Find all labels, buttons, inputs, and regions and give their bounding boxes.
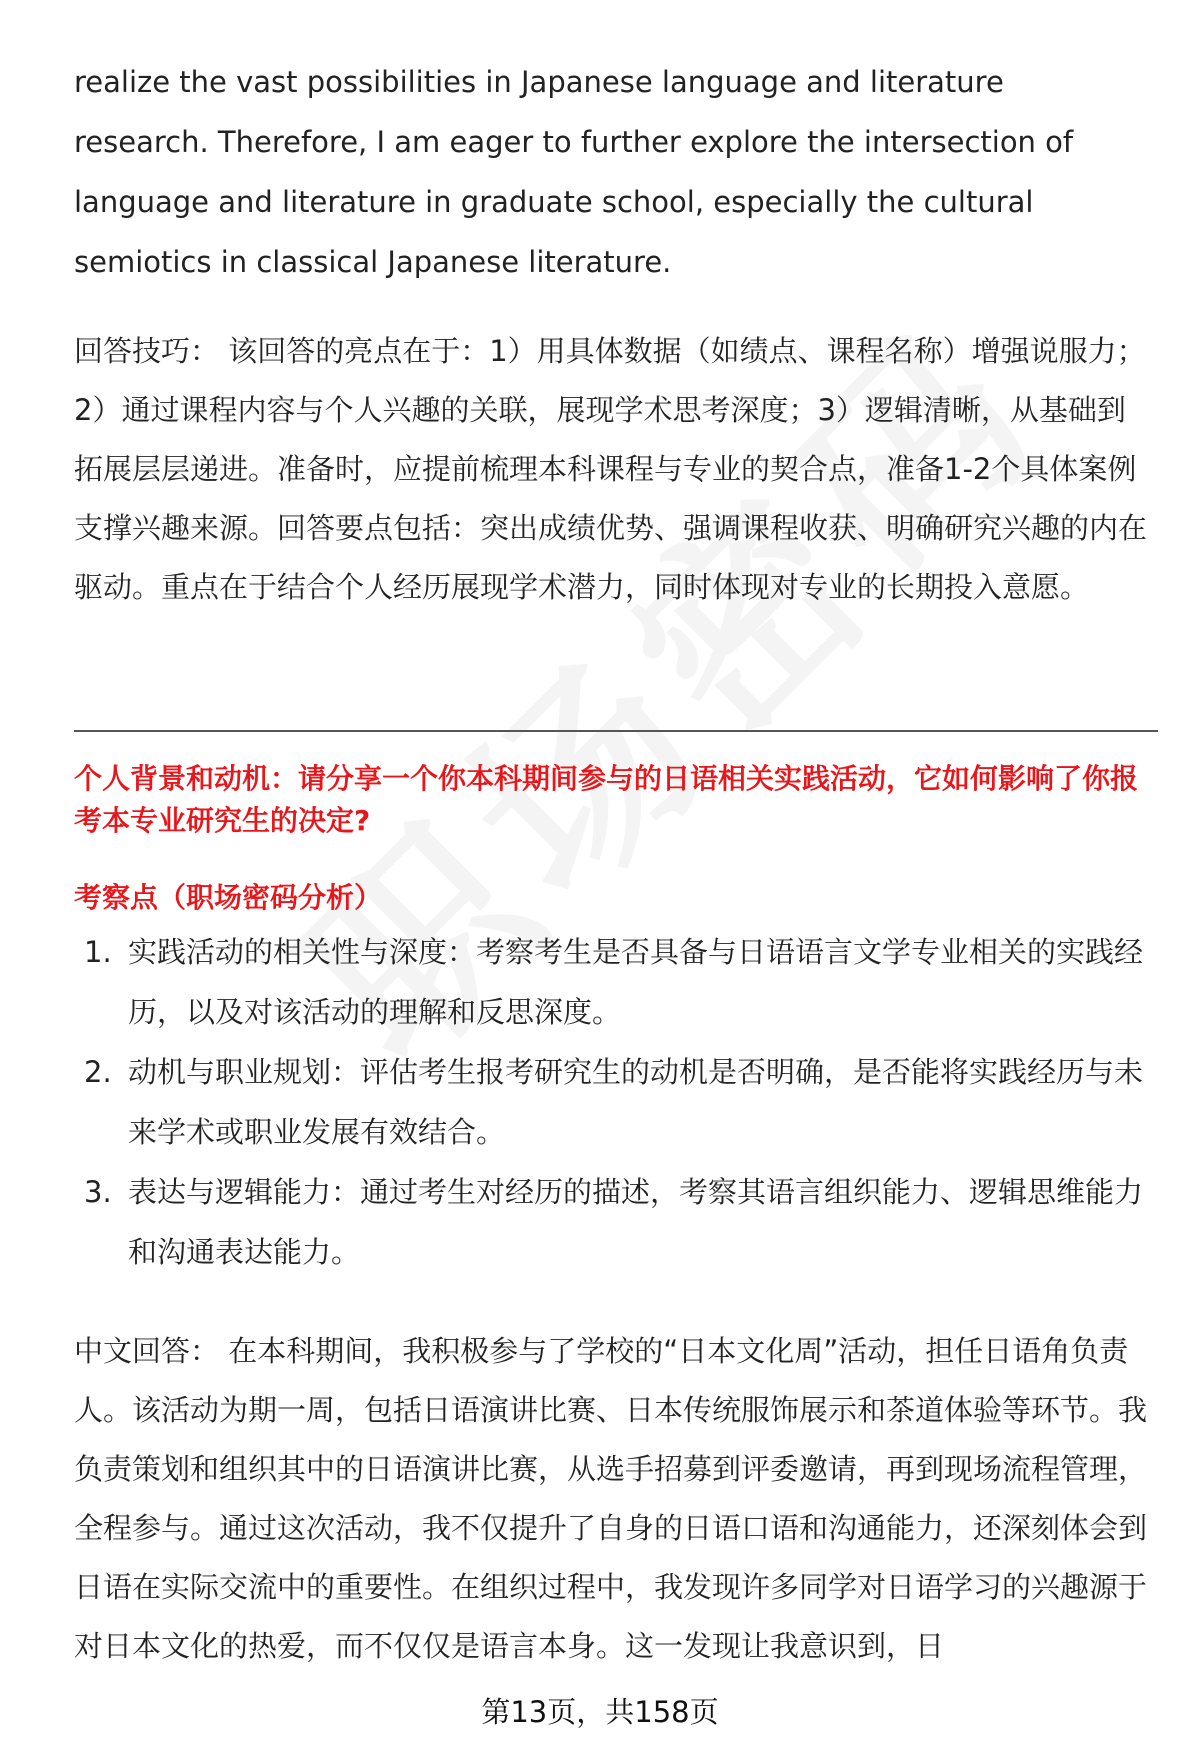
list-item	[74, 1042, 1164, 1162]
list-item-text: 动机与职业规划：评估考生报考研究生的动机是否明确，是否能将实践经历与未来学术或职业发展有效结合。	[128, 1055, 1144, 1149]
list-item	[74, 922, 1164, 1042]
list-item-number: 3.	[84, 1175, 112, 1209]
section-heading: 考察点（职场密码分析）	[74, 881, 383, 914]
list-item	[74, 1162, 1164, 1282]
list-item-text: 实践活动的相关性与深度：考察考生是否具备与日语语言文学专业相关的实践经历，以及对该活动的理解和反思深度。	[128, 935, 1144, 1029]
list-item-number: 1.	[84, 935, 112, 969]
tips-paragraph: 回答技巧： 该回答的亮点在于：1）用具体数据（如绩点、课程名称）增强说服力；2）通过课程内容与个人兴趣的关联，展现学术思考深度；3）逻辑清晰，从基础到拓展层层递进。准备时，应提前梳理本科课程与专业的契合点，准备1-2个具体案例支撑兴趣来源。回答要点包括：突出成绩优势、强调课程收获、明确研究兴趣的内在驱动。重点在于结合个人经历展现学术潜力，同时体现对专业的长期投入意愿。	[74, 334, 1148, 604]
list-item-number: 2.	[84, 1055, 112, 1089]
list-item-text: 表达与逻辑能力：通过考生对经历的描述，考察其语言组织能力、逻辑思维能力和沟通表达能力。	[128, 1175, 1144, 1269]
question-heading: 个人背景和动机：请分享一个你本科期间参与的日语相关实践活动，它如何影响了你报考本专业研究生的决定?	[74, 762, 1139, 837]
section-divider	[74, 730, 1158, 732]
answer-paragraph: 中文回答： 在本科期间，我积极参与了学校的“日本文化周”活动，担任日语角负责人。该活动为期一周，包括日语演讲比赛、日本传统服饰展示和茶道体验等环节。我负责策划和组织其中的日语演讲比赛，从选手招募到评委邀请，再到现场流程管理，全程参与。通过这次活动，我不仅提升了自身的日语口语和沟通能力，还深刻体会到日语在实际交流中的重要性。在组织过程中，我发现许多同学对日语学习的兴趣源于对日本文化的热爱，而不仅仅是语言本身。这一发现让我意识到，日	[74, 1334, 1148, 1663]
page-footer: 第13页，共158页	[481, 1695, 719, 1729]
points-list	[74, 922, 1164, 1282]
intro-paragraph: realize the vast possibilities in Japanese language and literature research. Therefore, I am eager to further explore the intersection of language and literature in graduate school, especially the cultural semiotics in classical Japanese literature.	[74, 65, 1074, 279]
